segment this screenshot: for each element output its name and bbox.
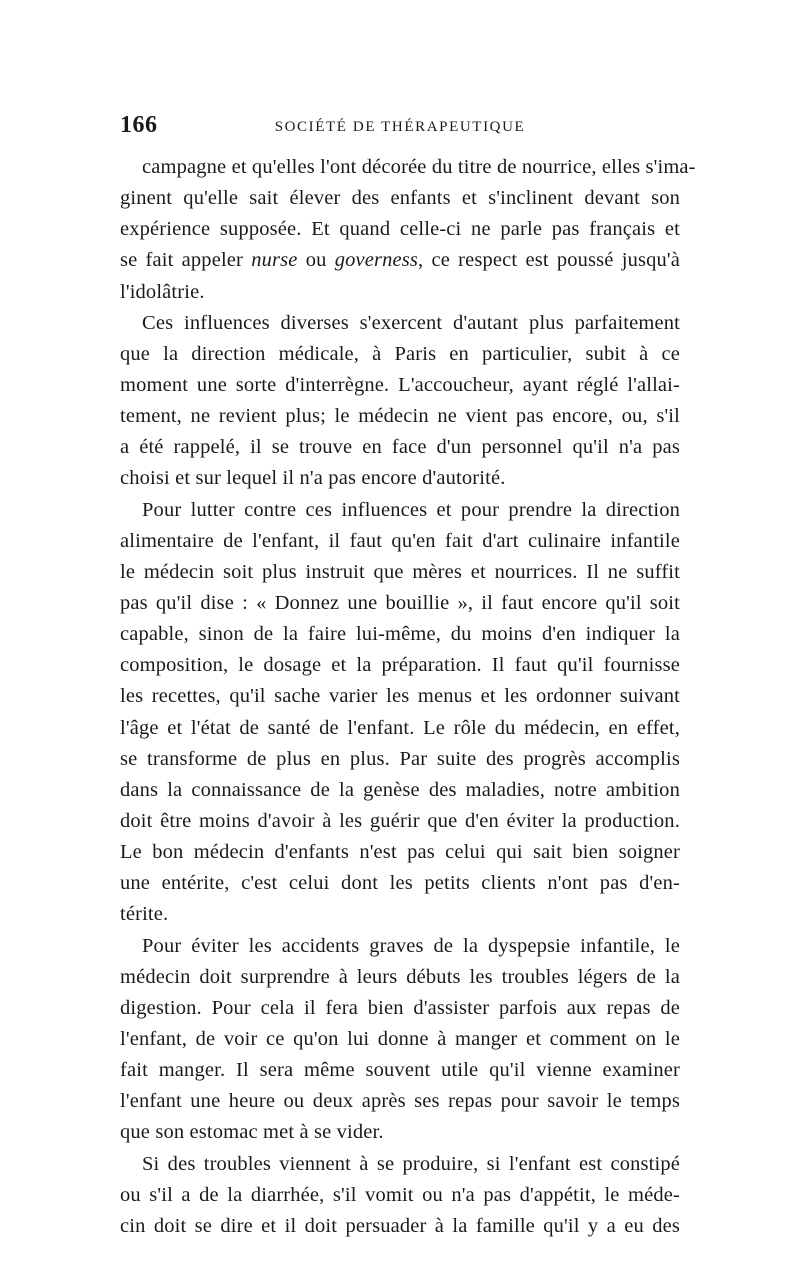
text-line: Pour lutter contre ces influences et pour prendre la direction bbox=[142, 498, 680, 521]
text-line: ginent qu'elle sait élever des enfants et s'inclinent devant son bbox=[120, 187, 680, 210]
text-line: se fait appeler nurse ou governess, ce respect est poussé jusqu'à bbox=[120, 249, 680, 272]
text-line: pas qu'il dise : « Donnez une bouillie », il faut encore qu'il soit bbox=[120, 591, 680, 614]
text-line: l'enfant, de voir ce qu'on lui donne à manger et comment on le bbox=[120, 1027, 680, 1050]
text-line: digestion. Pour cela il fera bien d'assister parfois aux repas de bbox=[120, 996, 680, 1019]
text-line: choisi et sur lequel il n'a pas encore d'autorité. bbox=[120, 467, 506, 490]
text-line: l'âge et l'état de santé de l'enfant. Le rôle du médecin, en effet, bbox=[120, 716, 680, 739]
text-line: se transforme de plus en plus. Par suite des progrès accomplis bbox=[120, 747, 680, 770]
text-line: que son estomac met à se vider. bbox=[120, 1121, 384, 1144]
text-line: expérience supposée. Et quand celle-ci ne parle pas français et bbox=[120, 218, 680, 241]
text-line: les recettes, qu'il sache varier les menus et les ordonner suivant bbox=[120, 685, 680, 708]
text-line: Ces influences diverses s'exercent d'autant plus parfaitement bbox=[142, 311, 680, 334]
page-number: 166 bbox=[120, 112, 158, 138]
text-line: Pour éviter les accidents graves de la dyspepsie infantile, le bbox=[142, 934, 680, 957]
text-line: une entérite, c'est celui dont les petits clients n'ont pas d'en- bbox=[120, 872, 680, 895]
text-line: alimentaire de l'enfant, il faut qu'en fait d'art culinaire infantile bbox=[120, 529, 680, 552]
text-line: médecin doit surprendre à leurs débuts les troubles légers de la bbox=[120, 965, 680, 988]
text-line: Le bon médecin d'enfants n'est pas celui qui sait bien soigner bbox=[120, 841, 680, 864]
text-line: que la direction médicale, à Paris en particulier, subit à ce bbox=[120, 342, 680, 365]
text-line: cin doit se dire et il doit persuader à la famille qu'il y a eu des bbox=[120, 1214, 680, 1237]
text-line: campagne et qu'elles l'ont décorée du titre de nourrice, elles s'ima- bbox=[142, 156, 696, 178]
text-line: dans la connaissance de la genèse des maladies, notre ambition bbox=[120, 778, 680, 801]
text-line: l'idolâtrie. bbox=[120, 280, 205, 303]
page-header bbox=[120, 112, 680, 148]
italic-term: nurse bbox=[251, 249, 298, 272]
text-line: tement, ne revient plus; le médecin ne vient pas encore, ou, s'il bbox=[120, 405, 680, 428]
italic-term: governess bbox=[334, 249, 419, 272]
text-line: a été rappelé, il se trouve en face d'un personnel qu'il n'a pas bbox=[120, 436, 680, 459]
text-line: moment une sorte d'interrègne. L'accoucheur, ayant réglé l'allai- bbox=[120, 373, 680, 396]
text-line: capable, sinon de la faire lui-même, du moins d'en indiquer la bbox=[120, 623, 680, 646]
text-line: le médecin soit plus instruit que mères et nourrices. Il ne suffit bbox=[120, 560, 680, 583]
text-line: ou s'il a de la diarrhée, s'il vomit ou n'a pas d'appétit, le méde- bbox=[120, 1183, 680, 1206]
text-line: composition, le dosage et la préparation. Il faut qu'il fournisse bbox=[120, 654, 680, 677]
body-text bbox=[120, 152, 696, 1242]
text-line: l'enfant une heure ou deux après ses repas pour savoir le temps bbox=[120, 1090, 680, 1113]
running-title: SOCIÉTÉ DE THÉRAPEUTIQUE bbox=[274, 119, 526, 135]
text-line: Si des troubles viennent à se produire, si l'enfant est constipé bbox=[142, 1152, 680, 1175]
text-line: térite. bbox=[120, 903, 169, 926]
text-line: fait manger. Il sera même souvent utile qu'il vienne examiner bbox=[120, 1059, 680, 1082]
text-line: doit être moins d'avoir à les guérir que d'en éviter la production. bbox=[120, 809, 680, 832]
